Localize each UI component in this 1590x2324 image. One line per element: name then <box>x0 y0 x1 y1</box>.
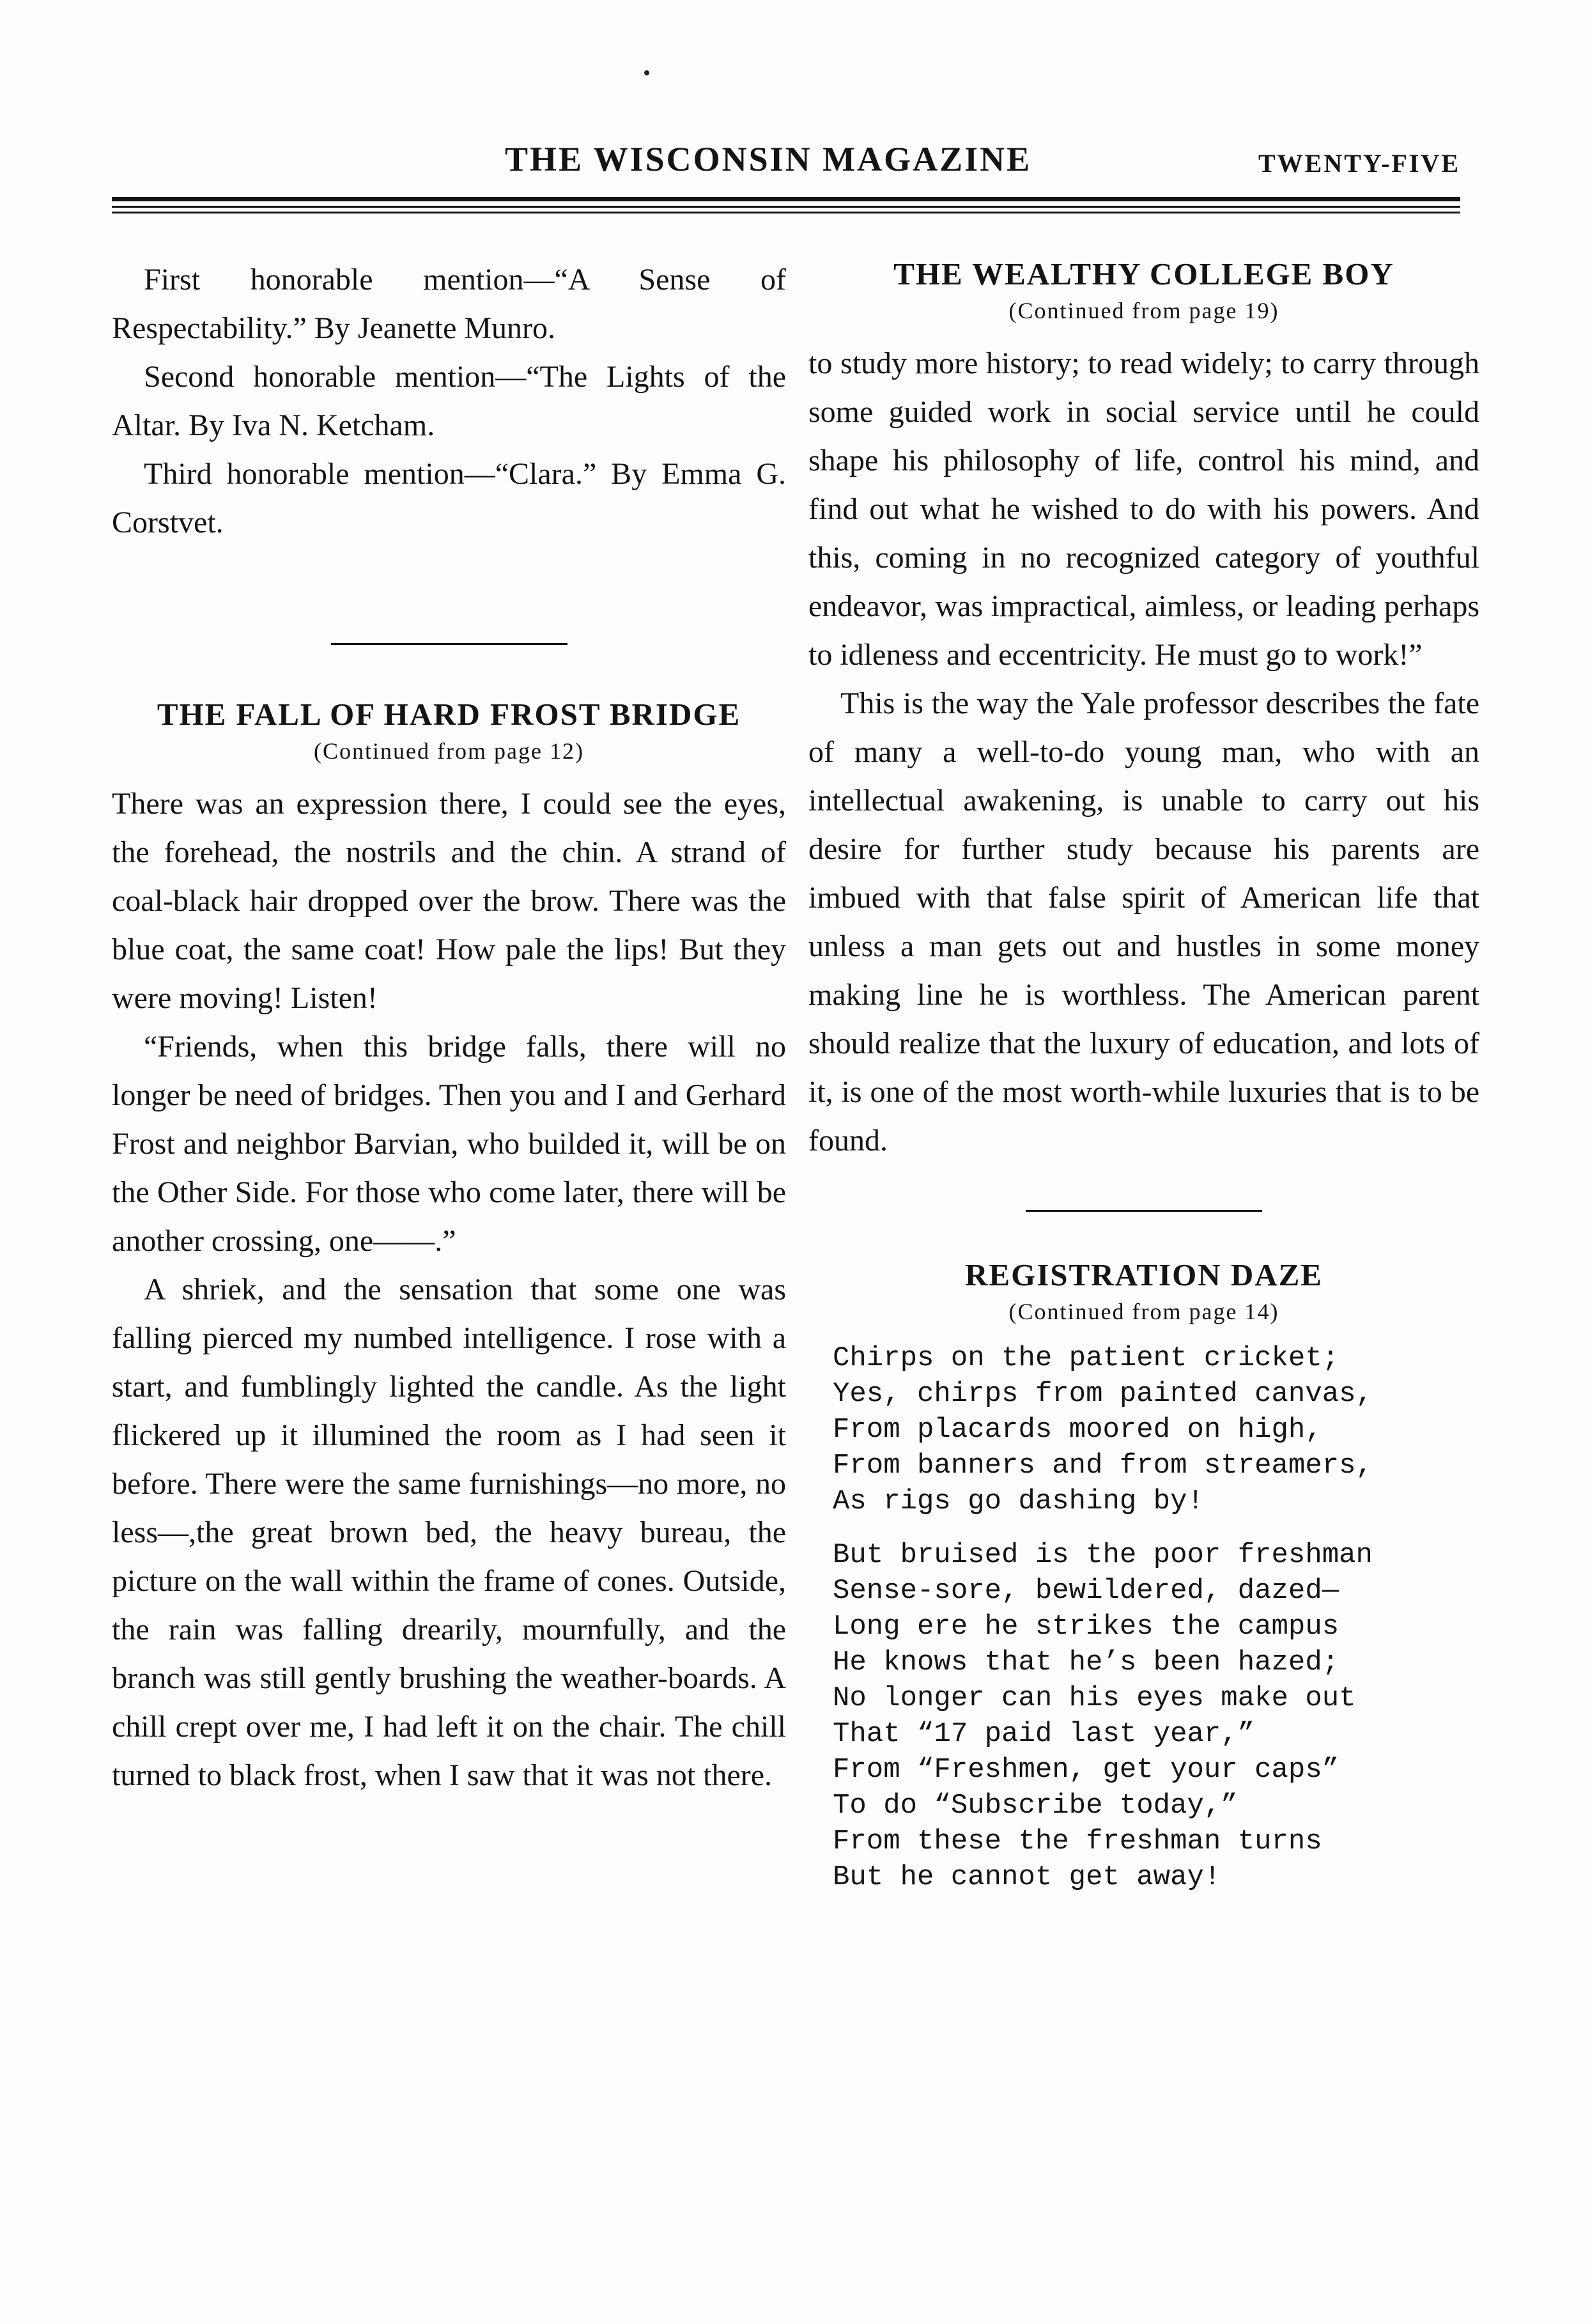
poem-line: That “17 paid last year,” <box>833 1718 1255 1750</box>
mention-first: First honorable mention—“A Sense of Respectability.” By Jeanette Munro. <box>112 263 786 345</box>
section-divider <box>1026 1210 1262 1212</box>
header-rule <box>112 197 1460 201</box>
mention-second: Second honorable mention—“The Lights of the Altar. By Iva N. Ketcham. <box>112 360 786 442</box>
mention-third: Third honorable mention—“Clara.” By Emma G. Corstvet. <box>112 457 786 539</box>
right-column <box>808 256 1479 1913</box>
section-divider <box>331 643 567 645</box>
article-continued-note: (Continued from page 19) <box>1008 298 1279 323</box>
poem-line: From “Freshmen, get your caps” <box>833 1754 1339 1786</box>
magazine-title: THE WISCONSIN MAGAZINE <box>505 140 1032 178</box>
story-paragraph: A shriek, and the sensation that some one was falling pierced my numbed intelligence. I rose with a start, and fumblingly lighted the candle. As the light flickered up it illumined the room as I had seen it before. There were the same furnishings—no more, no less—,the great brown bed, the heavy bureau, the picture on the wall within the frame of cones. Outside, the rain was falling drearily, mournfully, and the branch was still gently brushing the weather-boards. A chill crept over me, I had left it on the chair. The chill turned to black frost, when I saw that it was not there. <box>112 1273 786 1792</box>
poem-line: But bruised is the poor freshman <box>833 1539 1373 1571</box>
poem-stanza <box>833 1537 1479 1895</box>
poem-stanza <box>833 1340 1479 1519</box>
poem-line: Chirps on the patient cricket; <box>833 1342 1339 1374</box>
article-paragraph: This is the way the Yale professor describes the fate of many a well-to-do young man, who with an intellectual awakening, is unable to carry out his desire for further study because his parents are imbued with that false spirit of American life that unless a man gets out and hustles in some money making line he is worthless. The American parent should realize that the luxury of education, and lots of it, is one of the most worth-while luxuries that is to be found. <box>808 686 1479 1158</box>
poem-body <box>833 1340 1479 1895</box>
poem-continued-note: (Continued from page 14) <box>1008 1299 1279 1324</box>
article-paragraph: to study more history; to read widely; to carry through some guided work in social service until he could shape his philosophy of life, control his mind, and find out what he wished to do with his powers. And this, coming in no recognized category of youthful endeavor, was impractical, aimless, or leading perhaps to idleness and eccentricity. He must go to work!” <box>808 346 1479 672</box>
left-column <box>112 256 786 1800</box>
poem-line: From banners and from streamers, <box>833 1450 1373 1482</box>
poem-line: Yes, chirps from painted canvas, <box>833 1378 1373 1410</box>
poem-line: Sense-sore, bewildered, dazed— <box>833 1575 1339 1607</box>
story-title: THE FALL OF HARD FROST BRIDGE <box>157 697 741 732</box>
poem-line: From placards moored on high, <box>833 1414 1322 1446</box>
poem-line: Long ere he strikes the campus <box>833 1611 1339 1643</box>
poem-line: As rigs go dashing by! <box>833 1485 1204 1517</box>
story-paragraph: “Friends, when this bridge falls, there will no longer be need of bridges. Then you and I and Gerhard Frost and neighbor Barvian, who builded it, will be on the Other Side. For those who come later, there will be another crossing, one——.” <box>112 1030 786 1258</box>
honorable-mentions <box>112 256 786 547</box>
poem-line: From these the freshman turns <box>833 1825 1322 1857</box>
story-paragraph: There was an expression there, I could see the eyes, the forehead, the nostrils and the chin. A strand of coal-black hair dropped over the brow. There was the blue coat, the same coat! How pale the lips! But they were moving! Listen! <box>112 787 786 1015</box>
poem-title: REGISTRATION DAZE <box>965 1257 1323 1292</box>
poem-line: But he cannot get away! <box>833 1861 1221 1893</box>
page-number: TWENTY-FIVE <box>1258 149 1460 178</box>
header-rule <box>112 206 1460 208</box>
story-continued-note: (Continued from page 12) <box>314 738 584 764</box>
article-title: THE WEALTHY COLLEGE BOY <box>893 256 1394 291</box>
header-rule <box>112 212 1460 213</box>
page-header <box>112 139 1460 190</box>
poem-line: He knows that he’s been hazed; <box>833 1646 1339 1678</box>
poem-line: No longer can his eyes make out <box>833 1682 1356 1714</box>
poem-line: To do “Subscribe today,” <box>833 1790 1238 1822</box>
printing-speck <box>644 70 649 75</box>
